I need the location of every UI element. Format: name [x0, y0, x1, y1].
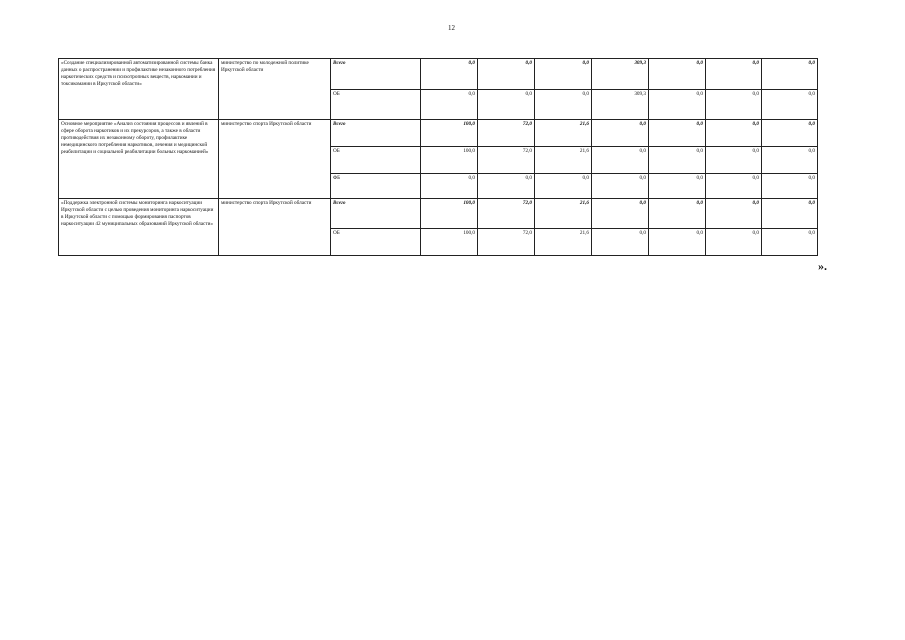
funding-table: [58, 58, 818, 256]
value-cell: 0,0: [478, 90, 535, 120]
value-cell: 0,0: [762, 120, 818, 147]
value-cell: 72,0: [478, 147, 535, 174]
value-cell: 0,0: [421, 174, 478, 199]
value-cell: 0,0: [706, 174, 762, 199]
value-cell: 0,0: [762, 174, 818, 199]
funding-source-cell: ОБ: [331, 90, 421, 120]
value-cell: 0,0: [649, 90, 706, 120]
funding-source-cell: ОБ: [331, 147, 421, 174]
value-cell: 0,0: [706, 120, 762, 147]
value-cell: 0,0: [706, 199, 762, 229]
value-cell: 0,0: [706, 90, 762, 120]
value-cell: 0,0: [592, 199, 649, 229]
value-cell: 0,0: [649, 229, 706, 256]
table-row: [59, 59, 818, 90]
funding-source-cell: ФБ: [331, 174, 421, 199]
value-cell: 21,6: [535, 229, 592, 256]
event-name-cell: Основное мероприятие «Анализ состояния процессов и явлений в сфере оборота наркотиков и их прекурсоров, а также в области противодействия их незаконному обороту, профилактике немедицинского потребления наркотиков, лечения и медицинской реабилитации и социальной реабилитации больных наркоманией»: [59, 120, 219, 199]
value-cell: 0,0: [592, 229, 649, 256]
value-cell: 100,0: [421, 229, 478, 256]
page-number: 12: [448, 24, 455, 32]
value-cell: 0,0: [649, 120, 706, 147]
value-cell: 0,0: [421, 59, 478, 90]
value-cell: 309,3: [592, 90, 649, 120]
value-cell: 0,0: [592, 147, 649, 174]
value-cell: 0,0: [762, 229, 818, 256]
event-name-cell: «Поддержка электронной системы мониторинга наркоситуации Иркутской области с целью проведения мониторинга наркоситуации в Иркутской области с помощью формирования паспортов наркоситуации 42 муниципальных образований Иркутской области»: [59, 199, 219, 256]
value-cell: 0,0: [535, 59, 592, 90]
table-row: [59, 199, 818, 229]
executor-cell: министерство спорта Иркутской области: [219, 199, 331, 256]
executor-cell: министерство спорта Иркутской области: [219, 120, 331, 199]
value-cell: 72,0: [478, 229, 535, 256]
value-cell: 0,0: [762, 90, 818, 120]
value-cell: 0,0: [592, 174, 649, 199]
value-cell: 0,0: [649, 199, 706, 229]
value-cell: 21,6: [535, 199, 592, 229]
value-cell: 21,6: [535, 120, 592, 147]
value-cell: 0,0: [592, 120, 649, 147]
value-cell: 21,6: [535, 147, 592, 174]
funding-source-cell: Всего: [331, 120, 421, 147]
value-cell: 0,0: [421, 90, 478, 120]
value-cell: 0,0: [535, 90, 592, 120]
value-cell: 0,0: [762, 147, 818, 174]
value-cell: 0,0: [762, 199, 818, 229]
value-cell: 0,0: [649, 147, 706, 174]
value-cell: 0,0: [478, 174, 535, 199]
table-row: [59, 120, 818, 147]
value-cell: 0,0: [706, 59, 762, 90]
value-cell: 100,0: [421, 120, 478, 147]
funding-source-cell: ОБ: [331, 229, 421, 256]
value-cell: 0,0: [478, 59, 535, 90]
value-cell: 100,0: [421, 199, 478, 229]
executor-cell: министерство по молодежной политике Иркутской области: [219, 59, 331, 120]
value-cell: 0,0: [706, 147, 762, 174]
value-cell: 309,3: [592, 59, 649, 90]
event-name-cell: «Создание специализированной автоматизированной системы банка данных о распространении и профилактике незаконного потребления наркотических средств и психотропных веществ, наркомании и токсикомании в Иркутской области»: [59, 59, 219, 120]
value-cell: 0,0: [706, 229, 762, 256]
value-cell: 100,0: [421, 147, 478, 174]
value-cell: 0,0: [649, 59, 706, 90]
value-cell: 72,0: [478, 120, 535, 147]
value-cell: 0,0: [762, 59, 818, 90]
value-cell: 72,0: [478, 199, 535, 229]
funding-source-cell: Всего: [331, 199, 421, 229]
funding-source-cell: Всего: [331, 59, 421, 90]
value-cell: 0,0: [535, 174, 592, 199]
closing-quote-mark: ».: [818, 259, 827, 273]
value-cell: 0,0: [649, 174, 706, 199]
